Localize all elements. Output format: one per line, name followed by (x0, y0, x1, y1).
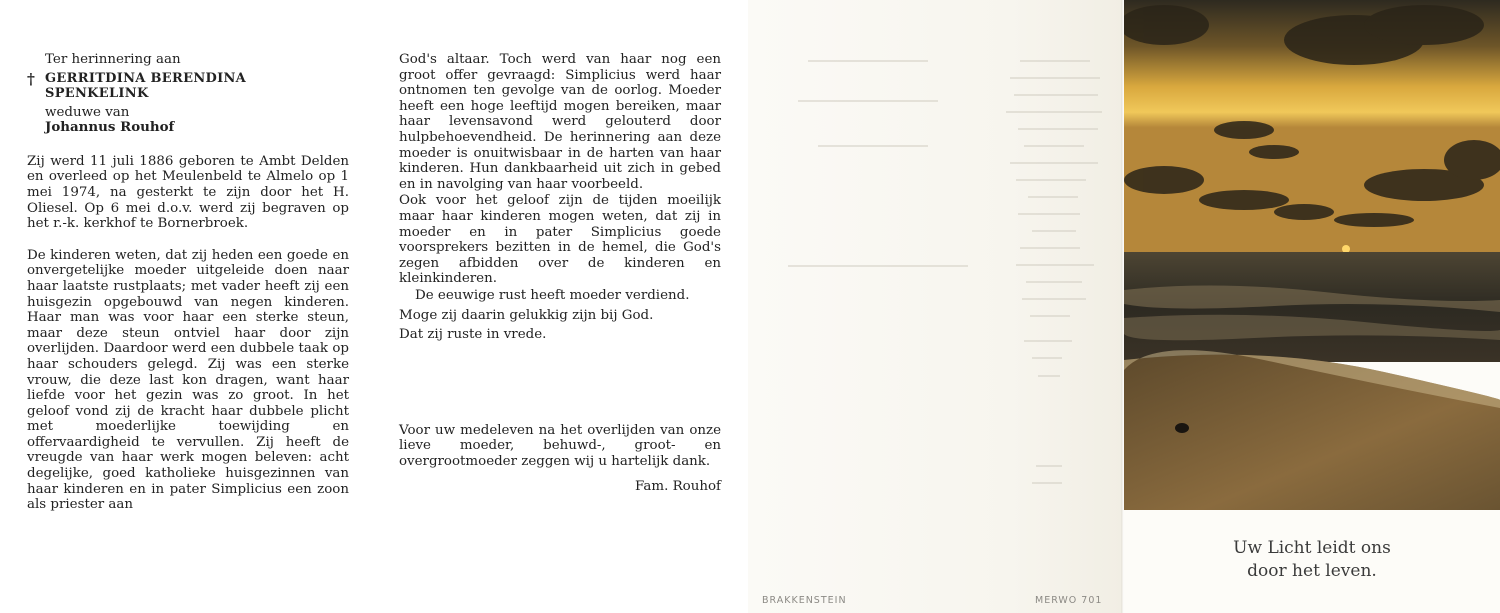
printer-imprint-left: BRAKKENSTEIN (762, 595, 847, 606)
intro-text: Ter herinnering aan (45, 52, 181, 67)
deceased-name-line2: SPENKELINK (45, 85, 149, 101)
sunset-sea-photo (1124, 0, 1500, 510)
tribute-continuation-paragraph: God's altaar. Toch werd van haar nog een groot offer gevraagd: Simplicius werd haar ontnomen ten gevolge van de oorlog. Moeder heeft een hoge leeftijd mogen bereiken, maar haar levensavond werd gelouterd door hulpbehoevendheid. De herinnering aan deze moeder is onuitwisbaar in de harten van haar kinderen. Hun dankbaarheid uit zich in gebed en in navolging van haar voorbeeld. (399, 52, 721, 192)
inner-page (0, 0, 748, 613)
printer-imprint-right: MERWO 701 (1035, 595, 1103, 606)
caption-line-1: Uw Licht leidt ons (1233, 538, 1391, 558)
faith-paragraph: Ook voor het geloof zijn de tijden moeilijk maar haar kinderen mogen weten, dat zij in moeder en in pater Simplicius goede voorsprekers bezitten in de hemel, die God's zegen afbidden over de kinderen en kleinkinderen. (399, 193, 721, 287)
widow-label: weduwe van (45, 104, 130, 120)
tribute-paragraph: De kinderen weten, dat zij heden een goede en onvergetelijke moeder uitgeleide doen naar haar laatste rustplaats; met vader heeft zij een huisgezin opgebouwd van negen kinderen. Haar man was voor haar een sterke steun, maar deze steun ontviel haar door zijn overlijden. Daardoor werd een dubbele taak op haar schouders gelegd. Zij was een sterke vrouw, die deze last kon dragen, want haar liefde voor het gezin was zo groot. In het geloof vond zij de kracht haar dubbele plicht met moederlijke toewijding en offervaardigheid te vervullen. Zij heeft de vreugde van haar werk mogen beleven: acht degelijke, goed katholieke huisgezinnen van haar kinderen en in pater Simplicius een zoon als priester aan (27, 247, 349, 513)
caption-line-2: door het leven. (1247, 561, 1377, 581)
biography-paragraph: Zij werd 11 juli 1886 geboren te Ambt Delden en overleed op het Meulenbeld te Almelo op 1 mei 1974, na gesterkt te zijn door het H. Oliesel. Op 6 mei d.o.v. werd zij begraven op het r.-k. kerkhof te Bornerbroek. (27, 153, 349, 232)
front-cover (1124, 0, 1500, 613)
thanks-paragraph: Voor uw medeleven na het overlijden van onze lieve moeder, behuwd-, groot- en overgrootmoeder zeggen wij u hartelijk dank. (399, 422, 721, 469)
husband-name: Johannus Rouhof (45, 119, 175, 136)
cross-icon: † (27, 69, 35, 88)
deceased-name-line1: GERRITDINA BERENDINA (45, 70, 247, 86)
sunset-sea-photo-icon (1124, 0, 1500, 510)
cover-caption (1124, 537, 1500, 583)
prayer-line-1: De eeuwige rust heeft moeder verdiend. (415, 287, 690, 303)
family-signature: Fam. Rouhof (635, 479, 721, 495)
prayer-line-3: Dat zij ruste in vrede. (399, 327, 547, 343)
show-through-texture (748, 0, 1124, 560)
prayer-line-2: Moge zij daarin gelukkig zijn bij God. (399, 307, 654, 323)
right-text-column (399, 52, 721, 495)
back-page (748, 0, 1124, 613)
left-text-column (27, 52, 349, 513)
deceased-name-block (27, 71, 349, 101)
